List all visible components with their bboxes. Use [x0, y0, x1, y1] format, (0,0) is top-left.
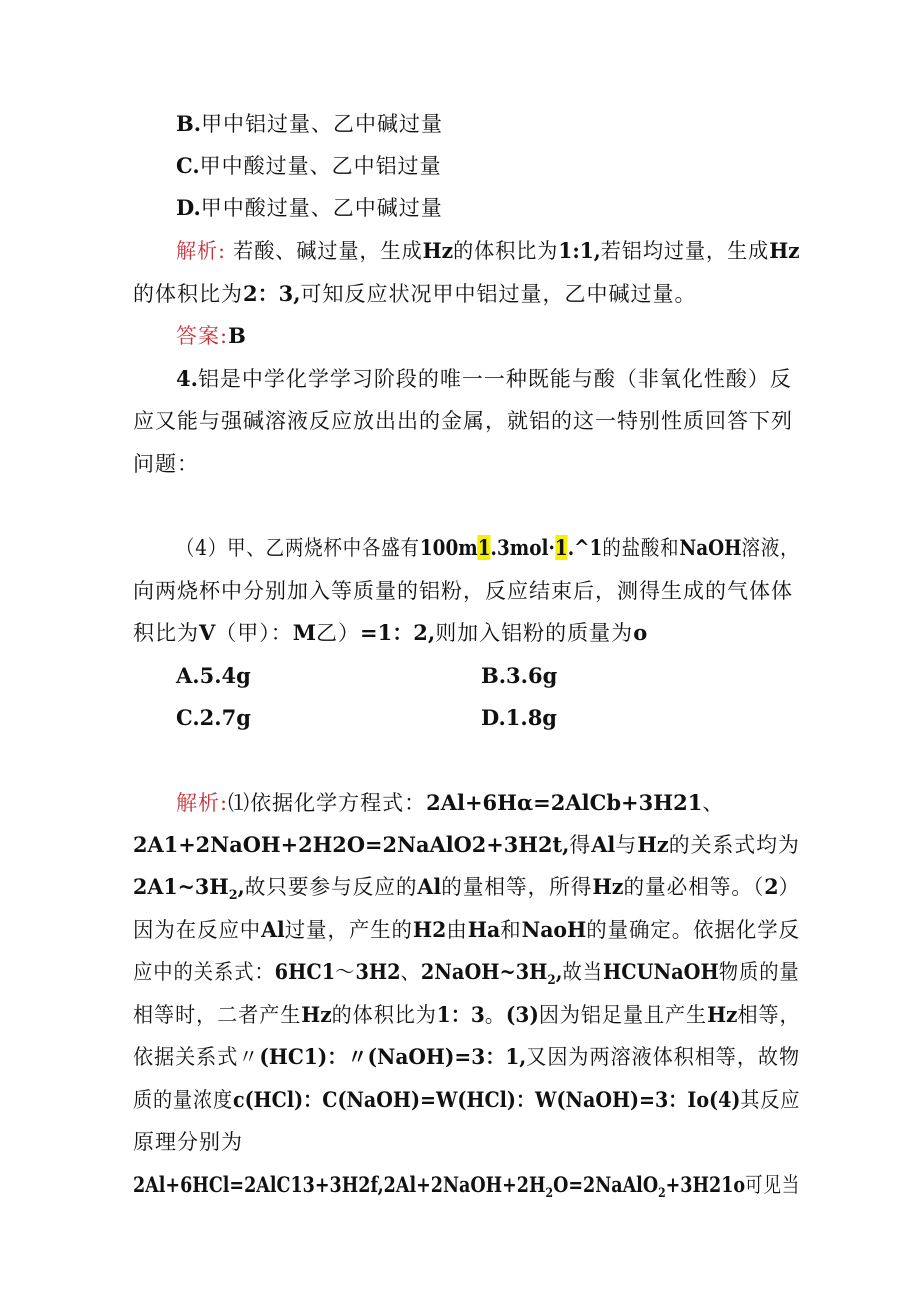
answer-label: 答案:: [176, 324, 229, 348]
analysis1-line2: 的体积比为2：3,可知反应状况甲中铝过量，乙中碱过量。: [133, 281, 697, 306]
answer1: 答案:B: [176, 323, 246, 348]
choice-c: C.2.7g: [176, 705, 251, 730]
choice-a: A.5.4g: [176, 663, 251, 688]
analysis2-line10: $2Al+6HCl=2AlC13+3H2f,2Al+2NaOH+2H_2O=2NaAlO_2+3H21o$可见当: [133, 1172, 801, 1202]
analysis2-line4: 因为在反应中Al过量，产生的H2由Ha和NaoH的量确定。依据化学反: [133, 917, 800, 942]
analysis1-line1: 解析: 若酸、碱过量，生成Hz的体积比为1:1,若铝均过量，生成Hz: [176, 238, 800, 263]
analysis2-line3: $2A1\sim 3H_2$,故只要参与反应的Al的量相等，所得Hz的量必相等。（2）: [133, 874, 801, 904]
question4-line1: 4.铝是中学化学学习阶段的唯一一种既能与酸（非氧化性酸）反: [176, 366, 792, 391]
analysis-label: 解析:: [176, 791, 229, 815]
question4-line2: 应又能与强碱溶液反应放出出的金属，就铝的这一特别性质回答下列: [133, 409, 793, 433]
option-b: B.甲中铝过量、乙中碱过量: [176, 111, 444, 136]
analysis2-line7: 依据关系式〃(HC1)：〃(NaOH)=3：1,又因为两溶液体积相等，故物: [133, 1044, 801, 1069]
choice-d: D.1.8g: [481, 705, 557, 730]
analysis2-line6: 相等时，二者产生Hz的体积比为1：3。(3)因为铝足量且产生Hz相等，: [133, 1002, 801, 1027]
option-c: C.甲中酸过量、乙中铝过量: [176, 153, 442, 178]
part4-line2: 向两烧杯中分别加入等质量的铝粉，反应结束后，测得生成的气体体: [133, 579, 793, 603]
option-d: D.甲中酸过量、乙中碱过量: [176, 195, 443, 220]
analysis-label: 解析:: [176, 239, 226, 263]
highlight-mark: 1: [554, 535, 568, 560]
highlight-mark: 1: [477, 535, 491, 560]
analysis2-line8: 质的量浓度c(HCl)：C(NaOH)=W(HCl)：W(NaOH)=3：Io(4)其反应: [133, 1087, 801, 1112]
choice-b: B.3.6g: [481, 663, 558, 688]
part4-line1: （4）甲、乙两烧杯中各盛有100m1.3mol·1.^1的盐酸和NaOH溶液，: [176, 535, 800, 560]
part4-line3: 积比为V（甲）：M乙）=1：2,则加入铝粉的质量为o: [133, 620, 648, 645]
analysis2-line9: 原理分别为: [133, 1130, 243, 1154]
analysis2-line1: 解析:⑴依据化学方程式：2Al+6Hα=2AlCb+3H21、: [176, 790, 725, 815]
question4-line3: 问题：: [133, 452, 199, 476]
analysis2-line2: 2A1+2NaOH+2H2O=2NaAlO2+3H2t,得Al与Hz的关系式均为: [133, 832, 800, 857]
analysis2-line5: 应中的关系式：6HC1～3H2、$2NaOH\sim 3H_2$,故当HCUNaOH物质的量: [133, 959, 800, 989]
